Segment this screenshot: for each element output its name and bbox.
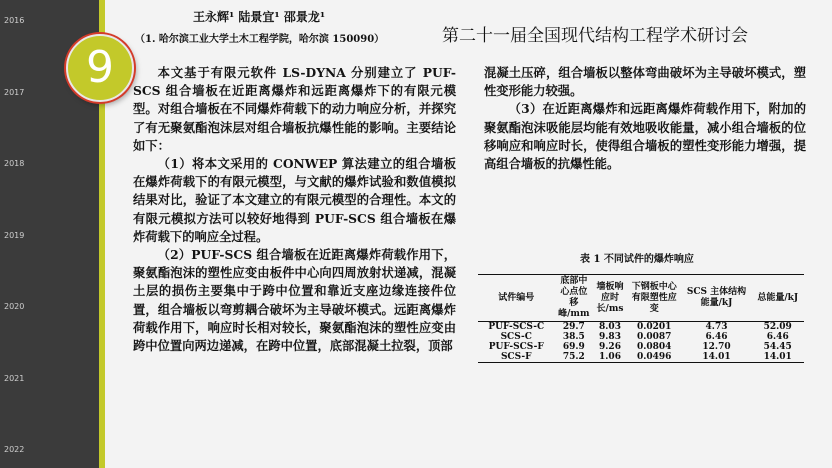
table-cell: 0.0087 [636, 332, 672, 342]
table-row [478, 332, 804, 342]
table-cell: SCS-F [500, 352, 532, 362]
table-cell: 9.26 [599, 342, 621, 352]
table-cell: 9.83 [599, 332, 621, 342]
table-cell: 54.45 [763, 342, 792, 352]
left-text-column [133, 64, 456, 355]
timeline-year[interactable]: 2016 [4, 16, 25, 25]
table-cell: 1.06 [599, 352, 621, 362]
timeline-year[interactable]: 2022 [4, 445, 25, 454]
section-number-badge [66, 34, 134, 102]
timeline-year[interactable]: 2017 [4, 88, 25, 97]
paragraph: （1）将本文采用的 CONWEP 算法建立的组合墙板在爆炸荷载下的有限元模型，与文献的爆炸试验和数值模拟结果对比，验证了本文建立的有限元模型的合理性。本文的有限元模拟方法可以较好地得到 PUF-SCS 组合墙板在爆炸荷载下的响应全过程。 [133, 156, 456, 244]
table-cell: 14.01 [702, 352, 731, 362]
right-text-column [484, 64, 806, 173]
column-header: 墙板响应时长/ms [596, 281, 624, 314]
table-cell: 14.01 [763, 352, 792, 362]
paragraph: 混凝土压碎，组合墙板以整体弯曲破坏为主导破坏模式，塑性变形能力较强。 [484, 65, 806, 99]
table-row [478, 322, 804, 333]
table-caption: 表 1 不同试件的爆炸响应 [580, 254, 694, 265]
table-cell: 52.09 [763, 322, 792, 332]
table-cell: 75.2 [562, 352, 585, 362]
column-header: 总能量/kJ [757, 292, 799, 303]
table-cell: SCS-C [500, 332, 532, 342]
results-table [478, 274, 804, 363]
table-cell: 6.46 [705, 332, 728, 342]
table-cell: 29.7 [562, 322, 585, 332]
table-row [478, 352, 804, 363]
timeline-year[interactable]: 2021 [4, 374, 25, 383]
paragraph: （3）在近距离爆炸和远距离爆炸荷载作用下，附加的聚氨酯泡沫吸能层均能有效地吸收能量，减小组合墙板的位移响应和响应时长，使得组合墙板的塑性变形能力增强，提高组合墙板的抗爆性能。 [484, 101, 806, 172]
table-cell: 69.9 [562, 342, 585, 352]
table-cell: 8.03 [599, 322, 621, 332]
section-number: 9 [86, 42, 114, 93]
table-cell: 0.0496 [636, 352, 672, 362]
table-cell: 0.0804 [636, 342, 672, 352]
table-cell: 38.5 [562, 332, 585, 342]
table-cell: 4.73 [705, 322, 728, 332]
timeline-year[interactable]: 2020 [4, 302, 25, 311]
affiliation-line: （1. 哈尔滨工业大学土木工程学院，哈尔滨 150090） [135, 34, 385, 45]
table-row [478, 342, 804, 352]
table-cell: 0.0201 [636, 322, 672, 332]
timeline-year[interactable]: 2019 [4, 231, 25, 240]
table-header-row [478, 275, 804, 322]
paragraph: 本文基于有限元软件 LS-DYNA 分别建立了 PUF-SCS 组合墙板在近距离爆炸和远距离爆炸下的有限元模型。对组合墙板在不同爆炸荷载下的动力响应分析，并探究了有无聚氨酯泡沫层对组合墙板抗爆性能的影响。主要结论如下： [133, 65, 456, 153]
column-header: 试件编号 [498, 292, 535, 303]
column-header: 下钢板中心有限塑性应变 [631, 281, 677, 314]
conference-title: 第二十一届全国现代结构工程学术研讨会 [442, 26, 748, 46]
timeline-year[interactable]: 2018 [4, 159, 25, 168]
table-cell: PUF-SCS-C [488, 322, 545, 332]
table-cell: 6.46 [766, 332, 789, 342]
paragraph: （2）PUF-SCS 组合墙板在近距离爆炸荷载作用下，聚氨酯泡沫的塑性应变由板件中心向四周放射状递减，混凝土层的损伤主要集中于跨中位置和靠近支座边缘连接件位置，组合墙板以弯剪耦合破坏为主导破坏模式。远距离爆炸荷载作用下，响应时长相对较长，聚氨酯泡沫的塑性应变由跨中位置向两边递减，在跨中位置，底部混凝土拉裂，顶部 [133, 247, 456, 354]
author-line: 王永辉¹ 陆景宜¹ 邵景龙¹ [193, 10, 326, 24]
column-header: SCS 主体结构能量/kJ [686, 287, 747, 308]
table-cell: 12.70 [702, 342, 731, 352]
column-header: 底部中心点位移峰/mm [558, 276, 590, 319]
table-cell: PUF-SCS-F [488, 342, 544, 352]
